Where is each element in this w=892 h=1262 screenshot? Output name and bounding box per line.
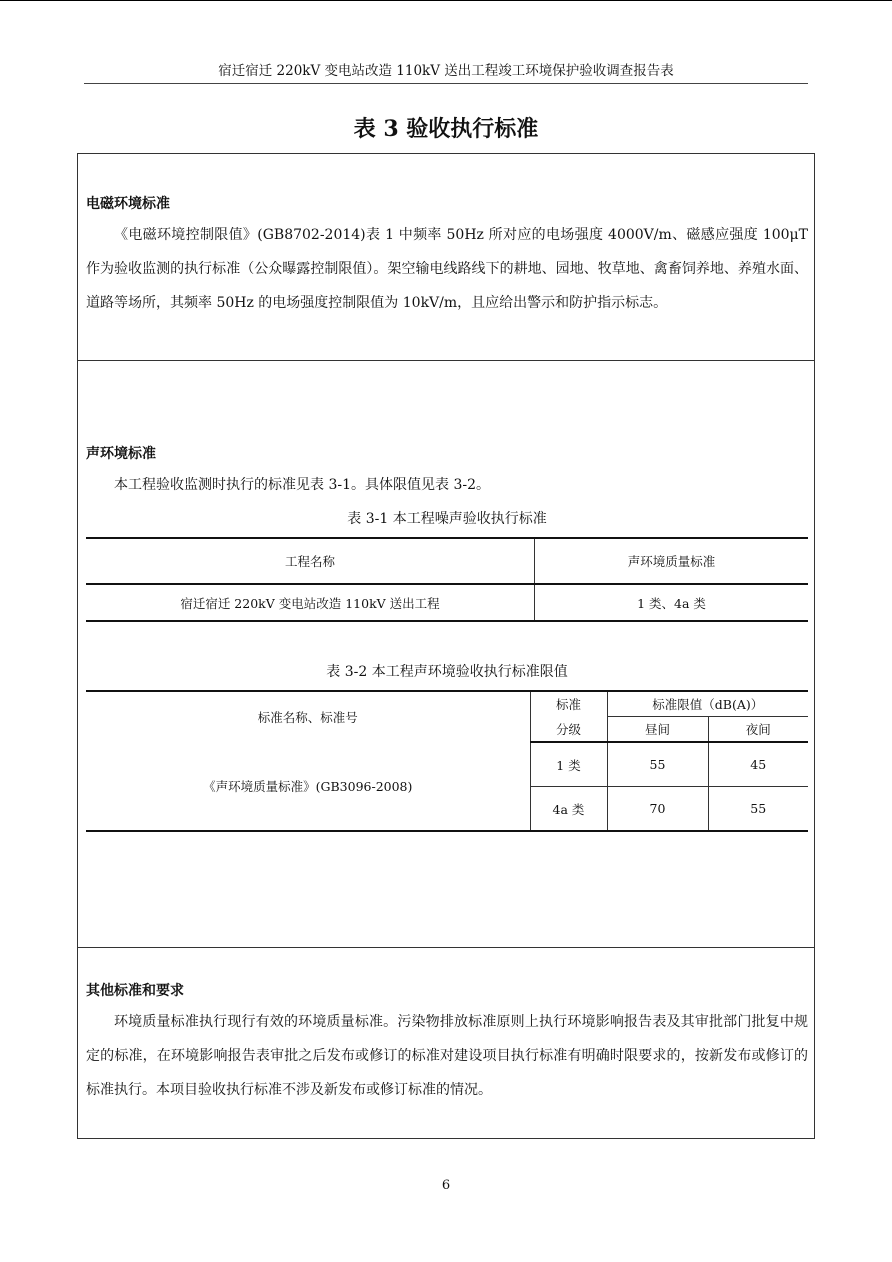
noise-limit-table	[86, 690, 808, 832]
class-header-line1: 标准	[530, 691, 607, 717]
other-standards-heading: 其他标准和要求	[86, 983, 184, 999]
page-number: 6	[441, 1178, 451, 1193]
acoustic-class-cell: 1 类、4a 类	[637, 595, 706, 611]
limit-header: 标准限值（dB(A)）	[607, 691, 808, 717]
nighttime-limit-cell: 55	[750, 801, 767, 816]
table-header-row	[86, 691, 808, 717]
table-3-1-caption: 表 3-1 本工程噪声验收执行标准	[347, 511, 547, 527]
nighttime-limit-cell: 45	[708, 742, 808, 787]
electromagnetic-body: 《电磁环境控制限值》(GB8702-2014)表 1 中频率 50Hz 所对应的电场强度 4000V/m、磁感应强度 100μT 作为验收监测的执行标准（公众曝露控制限值）。架空输电线路线下的耕地、园地、牧草地、禽畜饲养地、养殖水面、道路等场所，其频率 50Hz 的电场强度控制限值为 10kV/m，且应给出警示和防护指示标志。	[86, 227, 808, 311]
class-cell: 4a 类	[530, 787, 607, 832]
project-name-cell: 宿迁宿迁 220kV 变电站改造 110kV 送出工程	[86, 584, 535, 621]
electromagnetic-standard-section	[77, 153, 815, 361]
nighttime-header: 夜间	[708, 717, 808, 743]
table-row	[86, 584, 808, 621]
header-divider	[84, 83, 808, 84]
running-header: 宿迁宿迁 220kV 变电站改造 110kV 送出工程竣工环境保护验收调查报告表	[218, 63, 674, 79]
other-standards-body: 环境质量标准执行现行有效的环境质量标准。污染物排放标准原则上执行环境影响报告表及其审批部门批复中规定的标准，在环境影响报告表审批之后发布或修订的标准对建设项目执行标准有明确时限要求的，按新发布或修订的标准执行。本项目验收执行标准不涉及新发布或修订标准的情况。	[86, 1014, 808, 1098]
class-cell: 1 类	[530, 742, 607, 787]
table-3-2-caption: 表 3-2 本工程声环境验收执行标准限值	[326, 664, 568, 680]
table-header-row	[86, 538, 808, 584]
electromagnetic-heading: 电磁环境标准	[86, 196, 170, 212]
other-standards-section	[77, 947, 815, 1139]
daytime-limit-cell: 55	[607, 742, 708, 787]
table-row	[86, 742, 808, 787]
noise-standard-table	[86, 537, 808, 622]
daytime-header: 昼间	[607, 717, 708, 743]
project-name-header: 工程名称	[86, 538, 535, 584]
page-title: 表 3 验收执行标准	[353, 116, 539, 142]
acoustic-quality-header: 声环境质量标准	[535, 538, 809, 584]
standard-name-cell: 《声环境质量标准》(GB3096-2008)	[86, 742, 530, 831]
acoustic-intro: 本工程验收监测时执行的标准见表 3-1。具体限值见表 3-2。	[114, 477, 490, 493]
class-header-line2: 分级	[530, 717, 607, 743]
daytime-limit-cell: 70	[607, 787, 708, 832]
acoustic-heading: 声环境标准	[86, 446, 156, 462]
top-border-line	[0, 0, 892, 1]
acoustic-standard-section	[77, 360, 815, 948]
standard-name-header: 标准名称、标准号	[86, 691, 530, 742]
